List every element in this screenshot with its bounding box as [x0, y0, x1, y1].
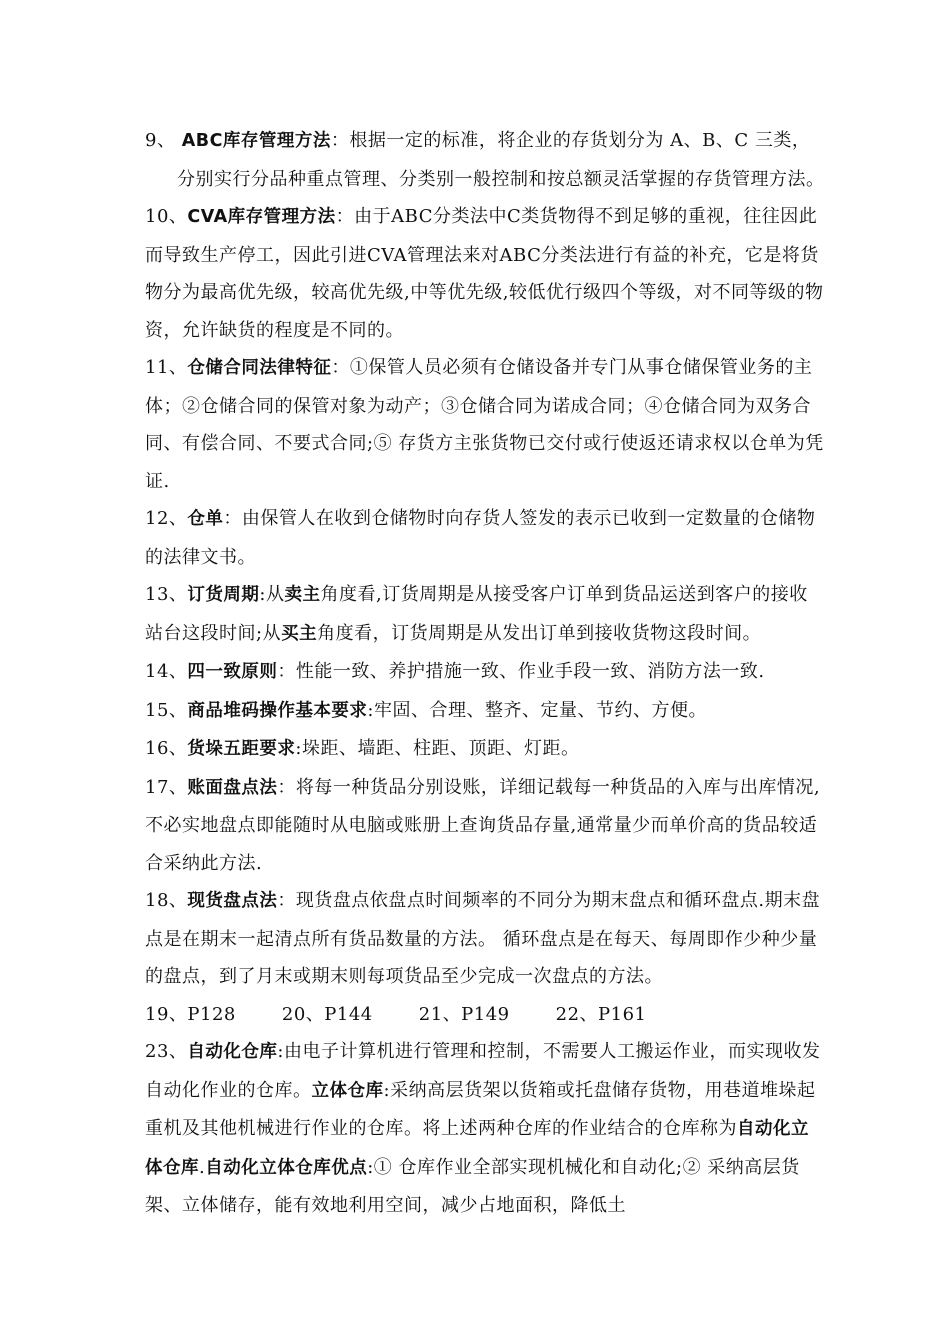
- list-item: [145, 769, 825, 883]
- term-separator: :: [367, 699, 374, 721]
- list-item: [145, 198, 825, 349]
- term: CVA库存管理方法: [187, 207, 336, 227]
- list-item: [145, 1033, 825, 1225]
- definition-part: 由电子计算机进行管理和控制，不需要人工搬运作业，而实现收发自动化作业的仓库。: [145, 1041, 821, 1101]
- definition-part: :① 仓库作业全部实现机械化和自动化;② 采纳高层货架、立体储存，能有效地利用空间，减少占地面积，降低土: [145, 1156, 800, 1216]
- list-item: [145, 692, 825, 731]
- definition: 由于ABC分类法中C类货物得不到足够的重视，往往因此而导致生产停工，因此引进CVA管理法来对ABC分类法进行有益的补充，它是将货物分为最高优先级，较高优先级,中等优先级,较低优行级四个等级，对不同等级的物资，允许缺货的程度是不同的。: [145, 206, 824, 341]
- keyword-automated-stereo-warehouse: 自动化立体仓库: [145, 1119, 809, 1178]
- term-separator: ：: [277, 776, 296, 798]
- term: 商品堆码操作基本要求: [187, 700, 368, 721]
- keyword-advantages: 自动化立体仓库优点: [205, 1157, 368, 1178]
- item-number: 15、: [145, 699, 188, 721]
- item-number: 18、: [145, 890, 188, 911]
- term: 仓储合同法律特征: [187, 358, 332, 378]
- term: 现货盘点法: [187, 891, 278, 911]
- keyword-seller: 卖主: [284, 585, 321, 605]
- list-item: [145, 122, 825, 198]
- document-body: [145, 122, 825, 1225]
- term-separator: ：: [223, 508, 242, 529]
- term: 仓单: [187, 509, 224, 529]
- definition: 根据一定的标准，将企业的存货划分为 A、B、C 三类，分别实行分品种重点管理、分类别一般控制和按总额灵活掌握的存货管理方法。: [177, 130, 825, 190]
- term: 自动化仓库: [187, 1042, 278, 1062]
- definition: ①保管人员必须有仓储设备并专门从事仓储保管业务的主体；②仓储合同的保管对象为动产；③仓储合同为诺成合同；④仓储合同为双务合同、有偿合同、不要式合同;⑤ 存货方主张货物已交付或行使返还请求权以仓单为凭证.: [145, 357, 824, 492]
- term-separator: :: [277, 1041, 284, 1062]
- page-ref: 19、P128: [145, 1003, 236, 1025]
- item-number: 14、: [145, 661, 188, 682]
- item-number: 12、: [145, 508, 188, 529]
- definition: 性能一致、养护措施一致、作业手段一致、消防方法一致.: [295, 661, 765, 682]
- term: 货垛五距要求: [187, 739, 296, 759]
- keyword-stereo-warehouse: 立体仓库: [311, 1080, 384, 1101]
- page-ref: 21、P149: [418, 1003, 510, 1025]
- definition-part: 角度看，订货周期是从发出订单到接收货物这段时间。: [317, 622, 762, 644]
- term-separator: ：: [277, 661, 296, 682]
- page-references: [145, 996, 825, 1034]
- list-item: [145, 653, 825, 692]
- term: 订货周期: [187, 585, 260, 605]
- term-separator: ：: [331, 357, 350, 378]
- term: 账面盘点法: [187, 777, 278, 798]
- item-number: 10、: [145, 206, 188, 227]
- list-item: [145, 349, 825, 500]
- term-separator: ：: [335, 206, 355, 227]
- item-number: 11、: [145, 357, 188, 378]
- definition-part: :采纳高层货架以货箱或托盘储存货物，用巷道堆垛起重机及其他机械进行作业的仓库。将上述两种仓库的作业结合的仓库称为: [145, 1079, 816, 1139]
- term: ABC库存管理方法: [181, 131, 331, 151]
- definition-part: .: [199, 1156, 206, 1178]
- definition: 将每一种货品分别设账，详细记载每一种货品的入库与出库情况,不必实地盘点即能随时从电脑或账册上查询货品存量,通常量少而单价高的货品较适合采纳此方法.: [145, 776, 821, 874]
- term-separator: ：: [330, 130, 350, 151]
- definition: 垛距、墙距、柱距、顶距、灯距。: [301, 738, 580, 759]
- item-number: 16、: [145, 738, 188, 759]
- definition-part: 从: [265, 584, 285, 605]
- item-number: 13、: [145, 584, 188, 605]
- term-separator: :: [259, 584, 266, 605]
- item-number: 23、: [145, 1041, 188, 1062]
- page-ref: 22、P161: [555, 1003, 647, 1025]
- definition-part: 角度看,订货周期是从接受客户订单到货品运送到客户的接收站台这段时间;从: [145, 584, 808, 644]
- definition: 现货盘点依盘点时间频率的不同分为期末盘点和循环盘点.期末盘点是在期末一起清点所有货品数量的方法。 循环盘点是在每天、每周即作少种少量的盘点，到了月末或期末则每项货品至少完成一次盘点的方法。: [145, 890, 821, 987]
- list-item: [145, 500, 825, 576]
- term: 四一致原则: [187, 662, 278, 682]
- item-number: 9、: [145, 130, 182, 151]
- list-item: [145, 576, 825, 653]
- term-separator: ：: [277, 890, 296, 911]
- item-number: 17、: [145, 776, 188, 798]
- definition: 牢固、合理、整齐、定量、节约、方便。: [373, 699, 707, 721]
- list-item: [145, 730, 825, 769]
- keyword-buyer: 买主: [281, 623, 318, 644]
- list-item: [145, 882, 825, 996]
- definition: 由保管人在收到仓储物时向存货人签发的表示已收到一定数量的仓储物的法律文书。: [145, 508, 816, 568]
- term-separator: :: [295, 738, 302, 759]
- page-ref: 20、P144: [281, 1003, 373, 1025]
